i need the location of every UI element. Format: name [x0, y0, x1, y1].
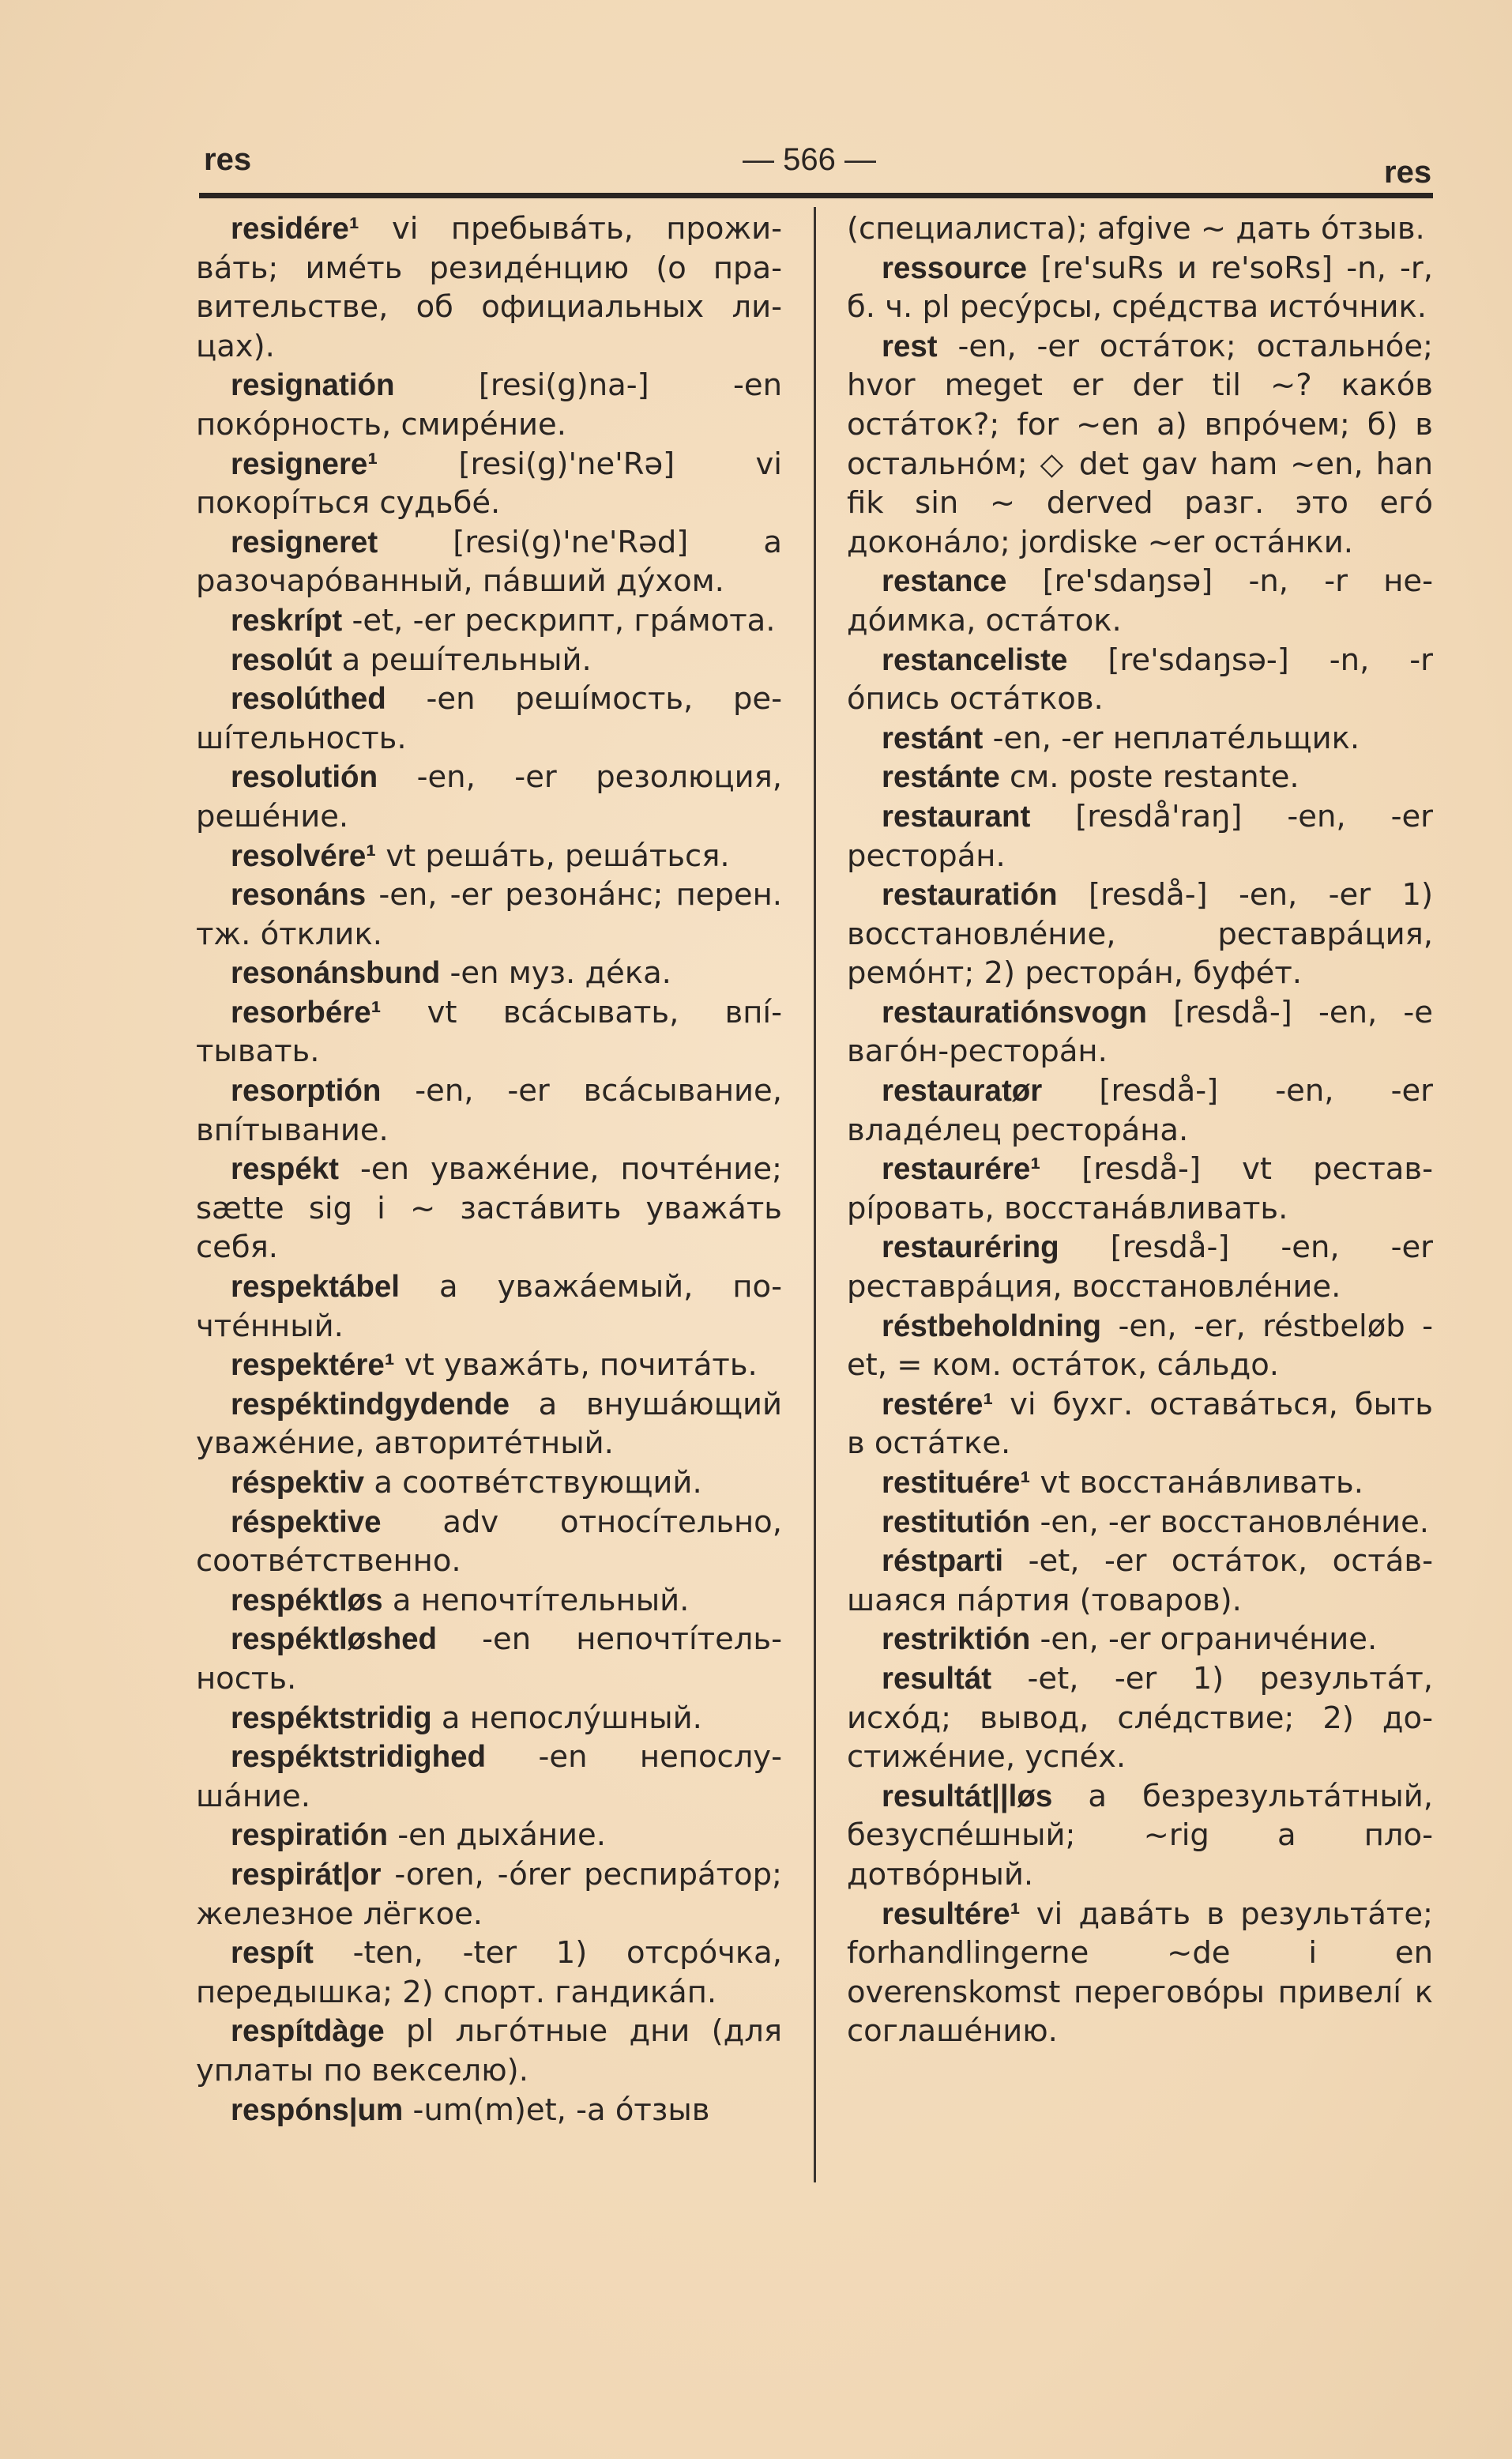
definition-text: -en, -er неплатéльщик.: [992, 720, 1360, 756]
dictionary-entry: [196, 366, 782, 444]
definition-text: [resi(g)na-] -en покóрность, смирéние.: [196, 367, 782, 442]
dictionary-entry: [196, 758, 782, 836]
dictionary-entry: [196, 1934, 782, 2012]
headword: restaurére¹: [882, 1152, 1041, 1187]
definition-text: a решíтельный.: [341, 642, 592, 678]
headword: respéktstridig: [231, 1700, 432, 1735]
headword: restanceliste: [882, 642, 1068, 677]
dictionary-entry: [847, 1620, 1433, 1659]
dictionary-entry: [847, 719, 1433, 759]
definition-text: -et, -er рескрипт, грáмота.: [352, 602, 776, 638]
definition-text: -en, -er, réstbeløb -et, = ком. остáток, сáльдо.: [847, 1308, 1433, 1384]
definition-text: [resdå-] -en, -er владéлец ресторáна.: [847, 1073, 1433, 1148]
definition-text: -um(m)et, -a óтзыв: [412, 2092, 710, 2128]
definition-text: -et, -er 1) результáт, исхóд; вывод, слéдствие; 2) достижéние, успéх.: [847, 1660, 1433, 1776]
headword: restauratiónsvogn: [882, 995, 1147, 1030]
definition-text: a уважáемый, почтéнный.: [196, 1269, 782, 1344]
header-right-guideword: res: [1384, 155, 1432, 190]
definition-text: [re'sdaŋsə] -n, -r недóимка, остáток.: [847, 563, 1433, 638]
headword: respirát|or: [231, 1857, 382, 1892]
headword: respéktstridighed: [231, 1740, 487, 1775]
headword: restriktión: [882, 1622, 1031, 1657]
headword: réspektiv: [231, 1466, 365, 1500]
definition-text: -en, -er резонáнс; перен. тж. óтклик.: [196, 877, 782, 952]
headword: resignatión: [231, 368, 395, 403]
dictionary-entry: [196, 2012, 782, 2090]
dictionary-entry: [196, 993, 782, 1071]
dictionary-entry: [847, 876, 1433, 993]
dictionary-entry: [847, 1150, 1433, 1228]
definition-text: [resi(g)'ne'Rə] vi покорíться судьбé.: [196, 446, 782, 522]
headword: respektábel: [231, 1270, 401, 1305]
dictionary-entry: [847, 758, 1433, 797]
definition-text: a безрезультáтный, безуспéшный; ~rig a плодотвóрный.: [847, 1778, 1433, 1892]
dictionary-entry: [847, 327, 1433, 563]
definition-text: -en, -er ограничéние.: [1040, 1621, 1378, 1658]
definition-text: -en уважéние, почтéние; sætte sig i ~ застáвить уважáть себя.: [196, 1151, 782, 1266]
headword: resolvére¹: [231, 838, 377, 873]
headword: restance: [882, 564, 1007, 599]
definition-text: a внушáющий уважéние, авторитéтный.: [196, 1386, 782, 1462]
dictionary-entry: [847, 1307, 1433, 1385]
definition-text: [resdå-] -en, -e вагóн-ресторáн.: [847, 994, 1433, 1070]
dictionary-entry: [196, 1738, 782, 1816]
dictionary-entry: [847, 1895, 1433, 2051]
definition-text: см. poste restante.: [1010, 759, 1299, 796]
definition-text: (специалиста); afgive ~ дать óтзыв.: [847, 211, 1425, 247]
definition-text: -en, -er резолюция, решéние.: [196, 759, 782, 834]
headword: restére¹: [882, 1387, 994, 1422]
headword: restaurant: [882, 799, 1031, 834]
definition-text: vi бухг. оставáться, быть в остáтке.: [847, 1386, 1433, 1462]
definition-text: a соотвéтствующий.: [374, 1465, 702, 1501]
definition-text: -en непочтíтельность.: [196, 1621, 782, 1696]
headword: réspektive: [231, 1504, 382, 1539]
headword: resonáns: [231, 878, 367, 913]
definition-text: -oren, -órer респирáтор; железное лёгкое.: [196, 1856, 782, 1932]
dictionary-entry: [196, 1071, 782, 1150]
dictionary-entry: [847, 562, 1433, 640]
definition-text: pl льгóтные дни (для уплаты по векселю).: [196, 2013, 782, 2088]
definition-text: [resdå-] vt реставрíровать, восстанáвливать.: [847, 1151, 1433, 1226]
definition-text: -et, -er остáток, остáвшаяся пáртия (товаров).: [847, 1543, 1433, 1618]
definition-text: a непочтíтельный.: [392, 1582, 690, 1618]
headword: restauratión: [882, 878, 1058, 913]
definition-text: [resdå-] -en, -er реставрáция, восстановлéние.: [847, 1230, 1433, 1305]
headword: respítdàge: [231, 2014, 385, 2049]
dictionary-entry: [196, 1267, 782, 1346]
definition-text: vi пребывáть, проживáть; имéть резидéнцию (о правительстве, об официальных лицах).: [196, 211, 782, 364]
dictionary-entry: [196, 837, 782, 876]
dictionary-entry: [196, 1503, 782, 1581]
headword: resultát: [882, 1661, 992, 1696]
headword: respít: [231, 1936, 314, 1971]
page-number: — 566 —: [743, 142, 876, 177]
dictionary-entry: [847, 1228, 1433, 1306]
dictionary-entry: [196, 876, 782, 954]
headword: restauréring: [882, 1230, 1059, 1265]
header-rule: [199, 193, 1433, 198]
headword: respéktløs: [231, 1583, 383, 1617]
headword: respóns|um: [231, 2092, 404, 2127]
headword: residére¹: [231, 212, 359, 246]
headword: restitutión: [882, 1504, 1031, 1539]
definition-text: -ten, -ter 1) отсрóчка, передышка; 2) спорт. гандикáп.: [196, 1935, 782, 2010]
definition-text: -en дыхáние.: [397, 1817, 606, 1854]
dictionary-entry: [196, 1385, 782, 1463]
definition-text: [resdå-] -en, -er 1) восстановлéние, реставрáция, ремóнт; 2) ресторáн, буфéт.: [847, 877, 1433, 992]
dictionary-entry: [847, 1503, 1433, 1542]
definition-text: -en, -er всáсывание, впíтывание.: [196, 1073, 782, 1148]
dictionary-entry: [847, 249, 1433, 327]
headword: resolutión: [231, 760, 378, 795]
dictionary-entry: [196, 1463, 782, 1503]
definition-text: vt восстанáвливать.: [1040, 1465, 1363, 1501]
dictionary-entry: [196, 1855, 782, 1934]
dictionary-entry: [847, 993, 1433, 1071]
dictionary-entry: [847, 1542, 1433, 1620]
definition-text: [resi(g)'ne'Rəd] a разочарóванный, пáвший дýхом.: [196, 524, 782, 600]
headword: resultát||løs: [882, 1779, 1053, 1813]
dictionary-entry: [847, 641, 1433, 719]
headword: restánt: [882, 721, 984, 755]
definition-text: -en, -er восстановлéние.: [1040, 1504, 1429, 1540]
headword: resultére¹: [882, 1896, 1021, 1931]
dictionary-entry: [196, 680, 782, 758]
headword: réstbeholdning: [882, 1309, 1102, 1343]
definition-text: vi давáть в результáте; forhandlingerne ~de i en overenskomst переговóры привелí к соглашéнию.: [847, 1896, 1433, 2050]
definition-text: [resdå'raŋ] -en, -er ресторáн.: [847, 798, 1433, 874]
dictionary-entry: [196, 1620, 782, 1698]
headword: resigneret: [231, 525, 378, 559]
headword: rest: [882, 329, 938, 363]
dictionary-entry: [196, 2091, 782, 2130]
headword: respékt: [231, 1152, 339, 1187]
headword: respiratión: [231, 1818, 388, 1853]
definition-text: vt уважáть, почитáть.: [404, 1347, 758, 1384]
dictionary-entry: [847, 1385, 1433, 1463]
definition-text: a непослýшный.: [441, 1700, 702, 1736]
definition-text: -en непослушáние.: [196, 1739, 782, 1814]
dictionary-entry: [196, 1150, 782, 1267]
headword: resorptión: [231, 1074, 382, 1109]
left-column: [196, 209, 782, 2130]
dictionary-entry: [196, 1699, 782, 1738]
right-column: [847, 209, 1433, 2051]
dictionary-entry: [847, 797, 1433, 876]
dictionary-entry: [847, 1463, 1433, 1503]
headword: resolúthed: [231, 682, 386, 717]
definition-text: -en решíмость, решíтельность.: [196, 681, 782, 756]
definition-text: [re'suRs и re'soRs] -n, -r, б. ч. pl ресýрсы, срéдства истóчник.: [847, 250, 1434, 326]
dictionary-entry: [196, 954, 782, 993]
dictionary-entry: [196, 523, 782, 601]
column-divider: [814, 207, 816, 2182]
dictionary-entry: [196, 445, 782, 523]
dictionary-entry: [847, 1071, 1433, 1150]
dictionary-entry: [196, 209, 782, 366]
headword: restauratør: [882, 1074, 1043, 1109]
headword: respektére¹: [231, 1348, 395, 1383]
headword: réstparti: [882, 1544, 1004, 1579]
dictionary-entry: [847, 1777, 1433, 1895]
dictionary-entry: [196, 601, 782, 641]
headword: resignere¹: [231, 446, 378, 481]
definition-text: [re'sdaŋsə-] -n, -r óпись остáтков.: [847, 642, 1433, 717]
definition-text: vt всáсывать, впíтывать.: [196, 994, 782, 1070]
dictionary-entry: [196, 641, 782, 680]
dictionary-entry: [847, 1659, 1433, 1777]
definition-text: -en муз. дéка.: [449, 955, 671, 992]
headword: restánte: [882, 760, 1000, 795]
dictionary-entry: [196, 1816, 782, 1855]
dictionary-entry: [847, 209, 1433, 249]
headword: resorbére¹: [231, 995, 382, 1030]
headword: resonánsbund: [231, 956, 441, 991]
header-left-guideword: res: [204, 142, 252, 177]
headword: reskrípt: [231, 603, 343, 638]
headword: respéktindgydende: [231, 1387, 510, 1422]
dictionary-entry: [196, 1346, 782, 1385]
dictionary-entry: [196, 1581, 782, 1621]
headword: restituére¹: [882, 1466, 1031, 1500]
definition-text: vt решáть, решáться.: [386, 838, 730, 874]
headword: respéktløshed: [231, 1622, 438, 1657]
headword: ressource: [882, 250, 1028, 285]
headword: resolút: [231, 642, 333, 677]
definition-text: adv относíтельно, соотвéтственно.: [196, 1504, 782, 1580]
definition-text: -en, -er остáток; остальнóе; hvor meget er der til ~? какóв остáток?; for ~en a) впрóчем; б) в остальнóм; ◇ det gav ham ~en, han fik sin ~ derved разг. это егó доконáло; jordiske ~er остáнки.: [847, 328, 1433, 560]
